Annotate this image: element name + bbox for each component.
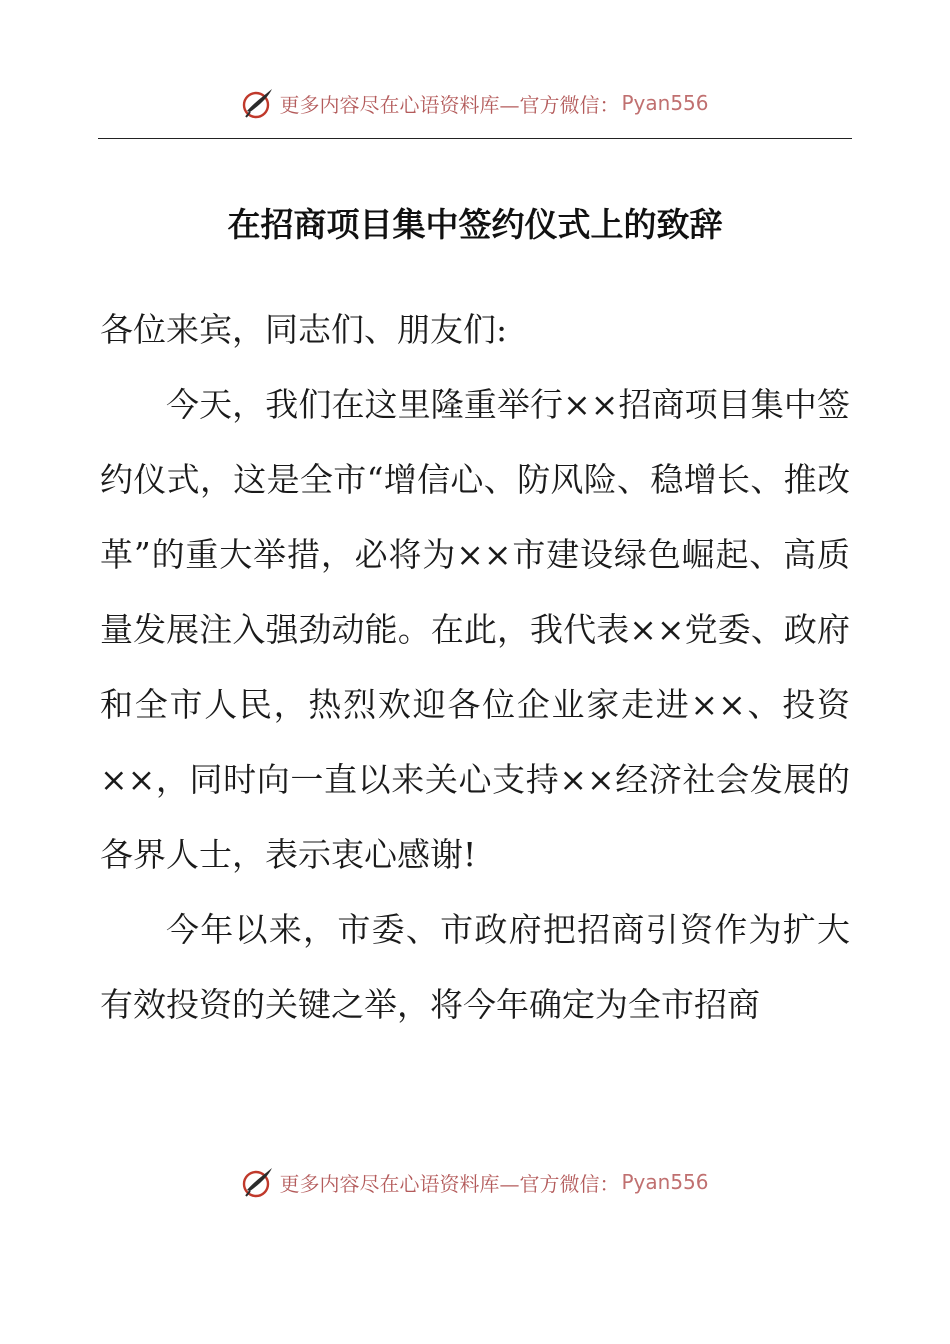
- quill-logo-icon: [241, 86, 275, 120]
- header-banner: [0, 83, 950, 123]
- paragraph: 今年以来，市委、市政府把招商引资作为扩大有效投资的关键之举，将今年确定为全市招商: [100, 910, 850, 1024]
- document-title: 在招商项目集中签约仪式上的致辞: [227, 205, 723, 244]
- header-banner-text: 更多内容尽在心语资料库—官方微信：: [279, 92, 620, 117]
- footer-banner-text: 更多内容尽在心语资料库—官方微信：: [279, 1171, 620, 1196]
- quill-logo-icon: [241, 1165, 275, 1199]
- salutation: 各位来宾，同志们、朋友们:: [100, 310, 508, 349]
- footer-wechat-id: Pyan556: [621, 1170, 709, 1194]
- header-wechat-id: Pyan556: [621, 91, 709, 115]
- header-divider: [98, 138, 852, 139]
- footer-banner: [0, 1162, 950, 1202]
- paragraph: 今天，我们在这里隆重举行××招商项目集中签约仪式，这是全市“增信心、防风险、稳增长、推改革”的重大举措，必将为××市建设绿色崛起、高质量发展注入强劲动能。在此，我代表××党委、政府和全市人民，热烈欢迎各位企业家走进××、投资××，同时向一直以来关心支持××经济社会发展的各界人士，表示衷心感谢!: [100, 385, 850, 874]
- document-body: [100, 292, 850, 1042]
